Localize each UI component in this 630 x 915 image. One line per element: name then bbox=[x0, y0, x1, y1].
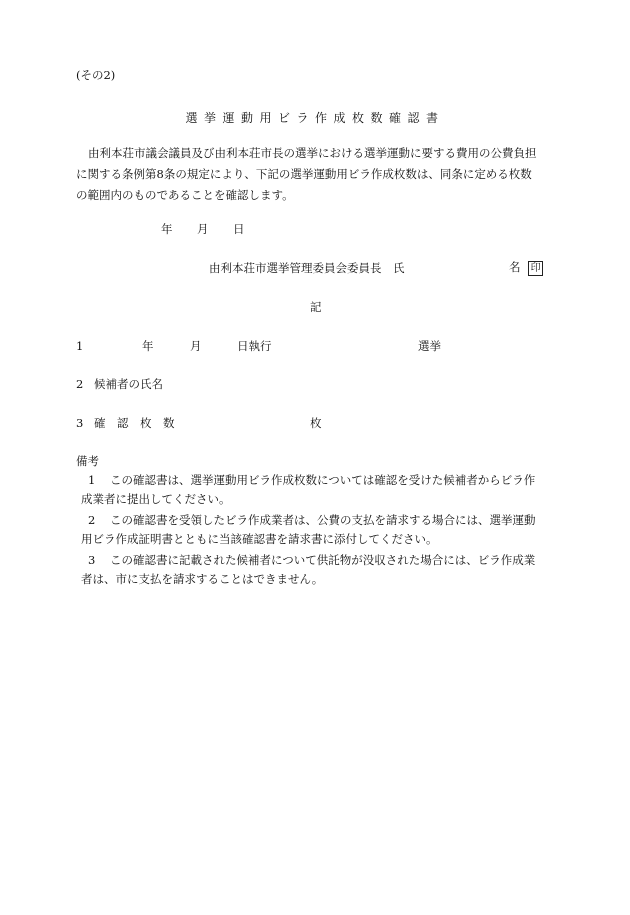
ki-heading: 記 bbox=[310, 300, 322, 314]
item-1-day: 日執行 bbox=[237, 339, 272, 353]
note-2 bbox=[76, 511, 556, 549]
intro-line-3: の範囲内のものであることを確認します。 bbox=[76, 188, 294, 202]
note-3-line-1: この確認書に記載された候補者について供託物が没収された場合には、ビラ作成業 bbox=[110, 553, 536, 567]
item-1-number: 1 bbox=[76, 339, 84, 353]
notes-heading: 備考 bbox=[76, 454, 99, 468]
item-1-month: 月 bbox=[190, 339, 202, 353]
note-3-line-2: 者は、市に支払を請求することはできません。 bbox=[81, 572, 324, 586]
signer-name-field bbox=[509, 261, 543, 276]
date-year-label: 年 bbox=[161, 222, 173, 236]
item-3-label: 確 認 枚 数 bbox=[94, 416, 175, 430]
section-label: (その2) bbox=[76, 68, 116, 82]
note-1 bbox=[76, 471, 556, 509]
note-2-line-2: 用ビラ作成証明書とともに当該確認書を請求書に添付してください。 bbox=[81, 532, 438, 546]
item-2-number: 2 bbox=[76, 377, 84, 391]
intro-paragraph bbox=[76, 143, 556, 206]
date-day-label: 日 bbox=[233, 222, 245, 236]
note-1-line-1: この確認書は、選挙運動用ビラ作成枚数については確認を受けた候補者からビラ作 bbox=[110, 473, 536, 487]
item-3-unit: 枚 bbox=[310, 416, 322, 430]
intro-line-1: 由利本荘市議会議員及び由利本荘市長の選挙における選挙運動に要する費用の公費負担 bbox=[88, 146, 537, 160]
document-title: 選挙運動用ビラ作成枚数確認書 bbox=[185, 111, 445, 125]
item-1-year: 年 bbox=[142, 339, 154, 353]
note-2-number: 2 bbox=[88, 513, 96, 527]
note-1-line-2: 成業者に提出してください。 bbox=[81, 492, 231, 506]
item-1-election: 選挙 bbox=[418, 339, 441, 353]
note-3 bbox=[76, 551, 556, 589]
note-3-number: 3 bbox=[88, 553, 96, 567]
name-label: 名 bbox=[509, 260, 521, 274]
note-2-line-1: この確認書を受領したビラ作成業者は、公費の支払を請求する場合には、選挙運動 bbox=[110, 513, 536, 527]
date-month-label: 月 bbox=[197, 222, 209, 236]
note-1-number: 1 bbox=[88, 473, 96, 487]
intro-line-2: に関する条例第8条の規定により、下記の選挙運動用ビラ作成枚数は、同条に定める枚数 bbox=[76, 167, 532, 181]
signer-title: 由利本荘市選挙管理委員会委員長 氏 bbox=[209, 261, 405, 275]
seal-mark: 印 bbox=[528, 261, 543, 276]
item-2-label: 候補者の氏名 bbox=[94, 377, 163, 391]
item-3-number: 3 bbox=[76, 416, 84, 430]
